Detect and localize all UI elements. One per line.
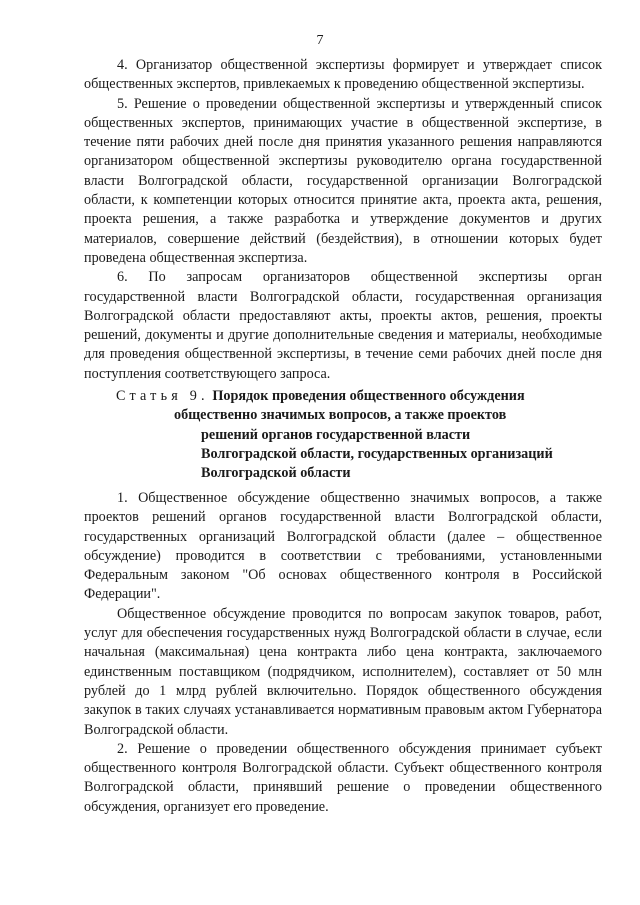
- article-title-line: решений органов государственной власти: [201, 426, 471, 443]
- paragraph-procurement: Общественное обсуждение проводится по вопросам закупок товаров, работ, услуг для обеспечения государственных нужд Волгоградской области в случае, если начальная (максимальная) цена контракта либо цена контракта, заключаемого единственным поставщиком (подрядчиком, исполнителем), составляет от 50 млн рублей до 1 млрд рублей включительно. Порядок общественного обсуждения закупок в таких случаях устанавливается нормативным правовым актом Губернатора Волгоградской области.: [84, 605, 602, 738]
- section-bottom: [84, 489, 602, 817]
- paragraph-item-5: 5. Решение о проведении общественной экспертизы и утвержденный список общественных экспертов, принимающих участие в общественной экспертизе, в течение пяти рабочих дней после дня принятия указанного решения направляются организатором общественной экспертизы руководителю органа государственной власти Волгоградской области, государственной организации Волгоградской области, к компетенции которых относится принятие акта, проекта акта, решения, проекта решения, а также разработка и утверждение документов и других материалов, совершение действий (бездействия), в отношении которых будет проведена общественная экспертиза.: [84, 95, 602, 266]
- article-title-line: Порядок проведения общественного обсуждения: [212, 388, 525, 404]
- article-heading: [116, 387, 596, 483]
- page-number: 7: [316, 33, 324, 48]
- paragraph-item-6: 6. По запросам организаторов общественной экспертизы орган государственной власти Волгоградской области, государственная организация Волгоградской области предоставляют акты, проекты актов, решения, проекты решений, документы и другие дополнительные сведения и материалы, необходимые для проведения общественной экспертизы, в течение семи рабочих дней после дня поступления соответствующего запроса.: [84, 269, 602, 382]
- article-prefix: Статья 9.: [116, 388, 209, 404]
- paragraph-item-1: 1. Общественное обсуждение общественно значимых вопросов, а также проектов решений органов государственной власти Волгоградской области, государственных организаций Волгоградской области (далее – общественное обсуждение) проводится в соответствии с требованиями, установленными Федеральным законом "Об основах общественного контроля в Российской Федерации".: [84, 490, 602, 603]
- article-heading-line-1: [116, 387, 596, 406]
- article-title-line: общественно значимых вопросов, а также проектов: [174, 407, 507, 424]
- article-title-line: Волгоградской области: [201, 465, 351, 482]
- paragraph-item-2: 2. Решение о проведении общественного обсуждения принимает субъект общественного контроля Волгоградской области. Субъект общественного контроля Волгоградской области, принявший решение о проведении общественного обсуждения, организует его проведение.: [84, 740, 602, 815]
- section-top: [84, 56, 602, 384]
- paragraph-item-4: 4. Организатор общественной экспертизы формирует и утверждает список общественных экспертов, привлекаемых к проведению общественной экспертизы.: [84, 57, 602, 93]
- article-title-line: Волгоградской области, государственных организаций: [201, 445, 553, 462]
